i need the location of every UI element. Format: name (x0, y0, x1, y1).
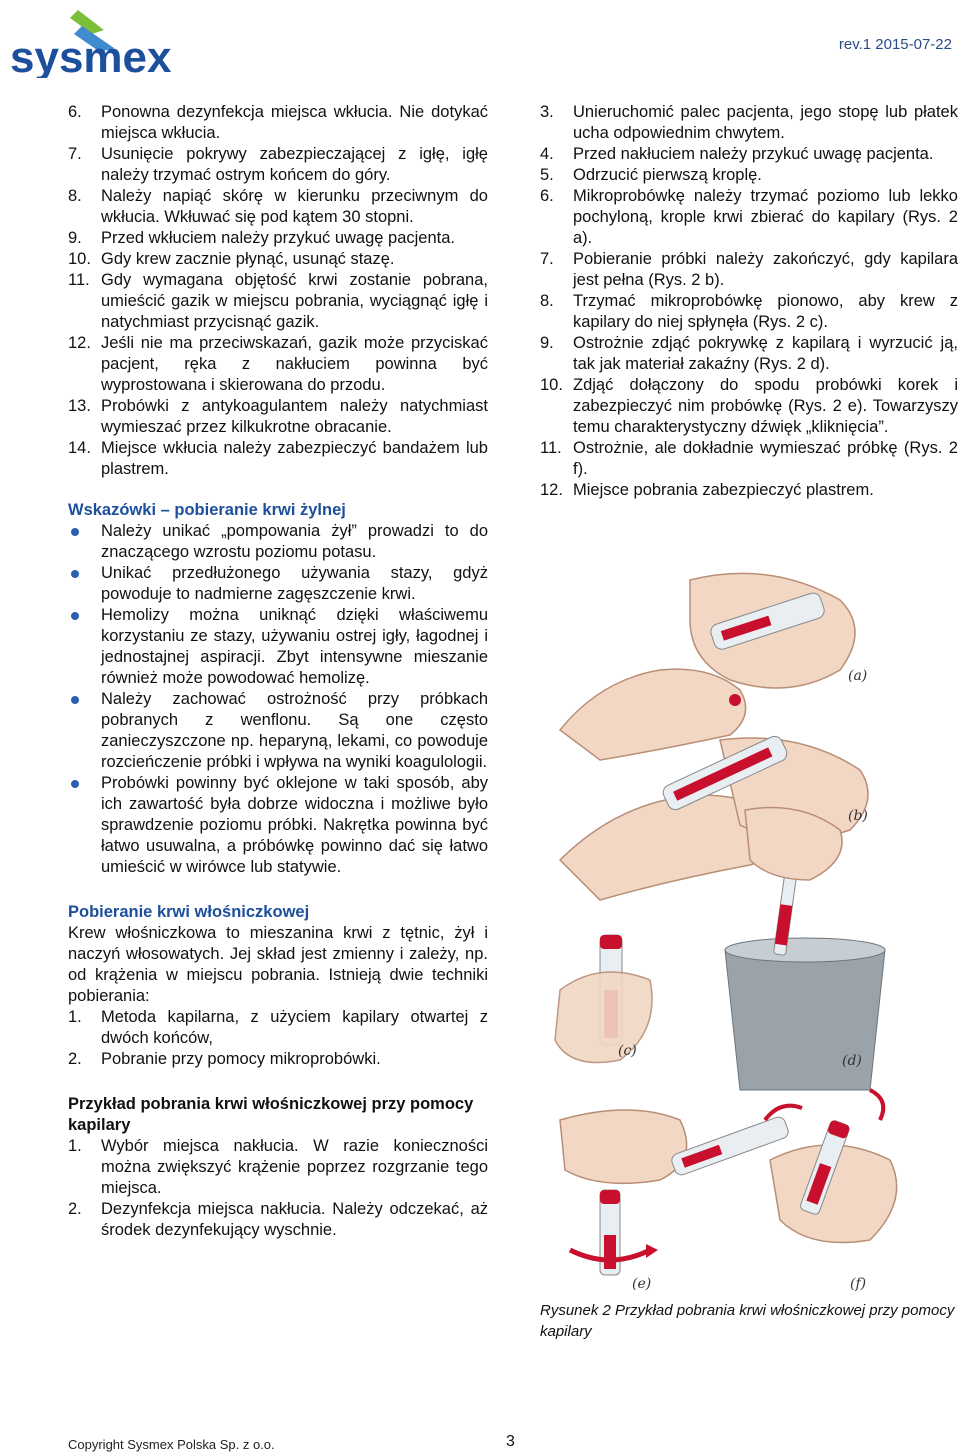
right-column (540, 102, 958, 501)
bullet-icon (71, 780, 79, 788)
list-item: 10. Zdjąć dołączony do spodu probówki korek i zabezpieczyć nim probówkę (Rys. 2 e). Towarzyszy temu charakterystyczny dźwięk „kliknięcia”. (540, 376, 958, 436)
bullet-item: Należy zachować ostrożność przy próbkach pobranych z wenflonu. Są one często zanieczyszczone np. heparyną, lekami, co powoduje rozcieńczenie próbki i wpływa na wyniki koagulologii. (68, 689, 488, 773)
list-item: 2. Dezynfekcja miejsca nakłucia. Należy odczekać, aż środek dezynfekujący wyschnie. (68, 1200, 488, 1239)
capillary-heading: Pobieranie krwi włośniczkowej (68, 903, 310, 921)
list-item: 1. Metoda kapilarna, z użyciem kapilary otwartej z dwóch końców, (68, 1008, 488, 1047)
list-item: 1. Wybór miejsca nakłucia. W razie konieczności można zwiększyć krążenie poprzez rozgrzanie tego miejsca. (68, 1137, 488, 1197)
list-item: 4. Przed nakłuciem należy przykuć uwagę pacjenta. (540, 145, 934, 163)
list-item: 6. Mikroprobówkę należy trzymać poziomo lub lekko pochyloną, krople krwi zbierać do kapilary (Rys. 2 a). (540, 187, 958, 247)
bullet-item: Probówki powinny być oklejone w taki sposób, aby ich zawartość była dobrze widoczna i możliwe było sprawdzenie poziomu próbki. Nakrętka powinna być łatwo usuwalna, a próbówkę powinno dać się łatwo umieścić w wirówce lub statywie. (68, 773, 488, 878)
panel-label-f: (f) (850, 1276, 867, 1292)
tips-heading: Wskazówki – pobieranie krwi żylnej (68, 501, 346, 519)
list-item: 9. Ostrożnie zdjąć pokrywkę z kapilarą i wyrzucić ją, tak jak materiał zakaźny (Rys. 2 d). (540, 334, 958, 373)
capillary-figure (540, 560, 958, 1295)
bullet-item: Hemolizy można uniknąć dzięki właściwemu korzystaniu ze stazy, używaniu ostrej igły, łagodnej i jednostajnej aspiracji. Zbyt intensywne mieszanie również może powodować hemolizę. (68, 605, 488, 689)
logo-text: sysmex (10, 33, 172, 78)
panel-e-illustration (560, 1110, 790, 1292)
list-item: 11. Gdy wymagana objętość krwi zostanie pobrana, umieścić gazik w miejscu pobrania, wyciągnąć igłę i natychmiast przycisnąć gazik. (68, 271, 488, 331)
page-number: 3 (506, 1433, 515, 1450)
list-item: 7. Usunięcie pokrywy zabezpieczającej z igłę, igłę należy trzymać ostrym końcem do góry. (68, 145, 488, 184)
list-item: 12. Miejsce pobrania zabezpieczyć plastrem. (540, 481, 874, 499)
methods-list (68, 1007, 488, 1070)
panel-label-e: (e) (632, 1276, 652, 1292)
list-item: 11. Ostrożnie, ale dokładnie wymieszać próbkę (Rys. 2 f). (540, 439, 958, 478)
sysmex-logo (8, 8, 228, 78)
left-column (68, 102, 488, 1241)
list-item: 2. Pobranie przy pomocy mikroprobówki. (68, 1050, 381, 1068)
footer-copyright: Copyright Sysmex Polska Sp. z o.o. (68, 1437, 275, 1452)
bullet-icon (71, 696, 79, 704)
panel-label-b: (b) (848, 808, 868, 824)
list-item: 14. Miejsce wkłucia należy zabezpieczyć bandażem lub plastrem. (68, 439, 488, 478)
panel-label-c: (c) (618, 1043, 637, 1059)
list-item: 9. Przed wkłuciem należy przykuć uwagę pacjenta. (68, 229, 456, 247)
list-item: 13. Probówki z antykoagulantem należy natychmiast wymieszać przez kilkukrotne obracanie. (68, 397, 488, 436)
procedure-list-continued (68, 102, 488, 480)
list-item: 7. Pobieranie próbki należy zakończyć, gdy kapilara jest pełna (Rys. 2 b). (540, 250, 958, 289)
capillary-steps (540, 102, 958, 501)
list-item: 12. Jeśli nie ma przeciwskazań, gazik może przyciskać pacjent, ręka z nakłuciem powinna być wyprostowana i skierowana do przodu. (68, 334, 488, 394)
list-item: 6. Ponowna dezynfekcja miejsca wkłucia. Nie dotykać miejsca wkłucia. (68, 103, 488, 142)
example-steps (68, 1136, 488, 1241)
list-item: 8. Należy napiąć skórę w kierunku przeciwnym do wkłucia. Wkłuwać się pod kątem 30 stopni. (68, 187, 488, 226)
bullet-item: Należy unikać „pompowania żył” prowadzi to do znaczącego wzrostu poziomu potasu. (68, 521, 488, 563)
panel-a-illustration (560, 573, 867, 760)
list-item: 8. Trzymać mikroprobówkę pionowo, aby krew z kapilary do niej spłynęła (Rys. 2 c). (540, 292, 958, 331)
panel-d-illustration (725, 808, 885, 1091)
revision-label: rev.1 2015-07-22 (838, 36, 952, 53)
bullet-icon (71, 570, 79, 578)
capillary-intro: Krew włośniczkowa to mieszanina krwi z tętnic, żył i naczyń włosowatych. Jej skład jest zmienny i zależy, np. od krążenia w miejscu pobrania. Istnieją dwie techniki pobierania: (68, 924, 488, 1005)
list-item: 10. Gdy krew zacznie płynąć, usunąć stazę. (68, 250, 395, 268)
bullet-icon (71, 612, 79, 620)
panel-label-a: (a) (848, 668, 868, 684)
tips-list (68, 521, 488, 878)
list-item: 5. Odrzucić pierwszą kroplę. (540, 166, 762, 184)
panel-label-d: (d) (842, 1053, 862, 1069)
bullet-item: Unikać przedłużonego używania stazy, gdyż powoduje to nadmierne zagęszczenie krwi. (68, 563, 488, 605)
figure-caption: Rysunek 2 Przykład pobrania krwi włośniczkowej przy pomocy kapilary (540, 1302, 955, 1340)
example-heading: Przykład pobrania krwi włośniczkowej przy pomocy kapilary (68, 1095, 474, 1134)
list-item: 3. Unieruchomić palec pacjenta, jego stopę lub płatek ucha odpowiednim chwytem. (540, 103, 958, 142)
panel-c-illustration (555, 935, 652, 1063)
bullet-icon (71, 528, 79, 536)
